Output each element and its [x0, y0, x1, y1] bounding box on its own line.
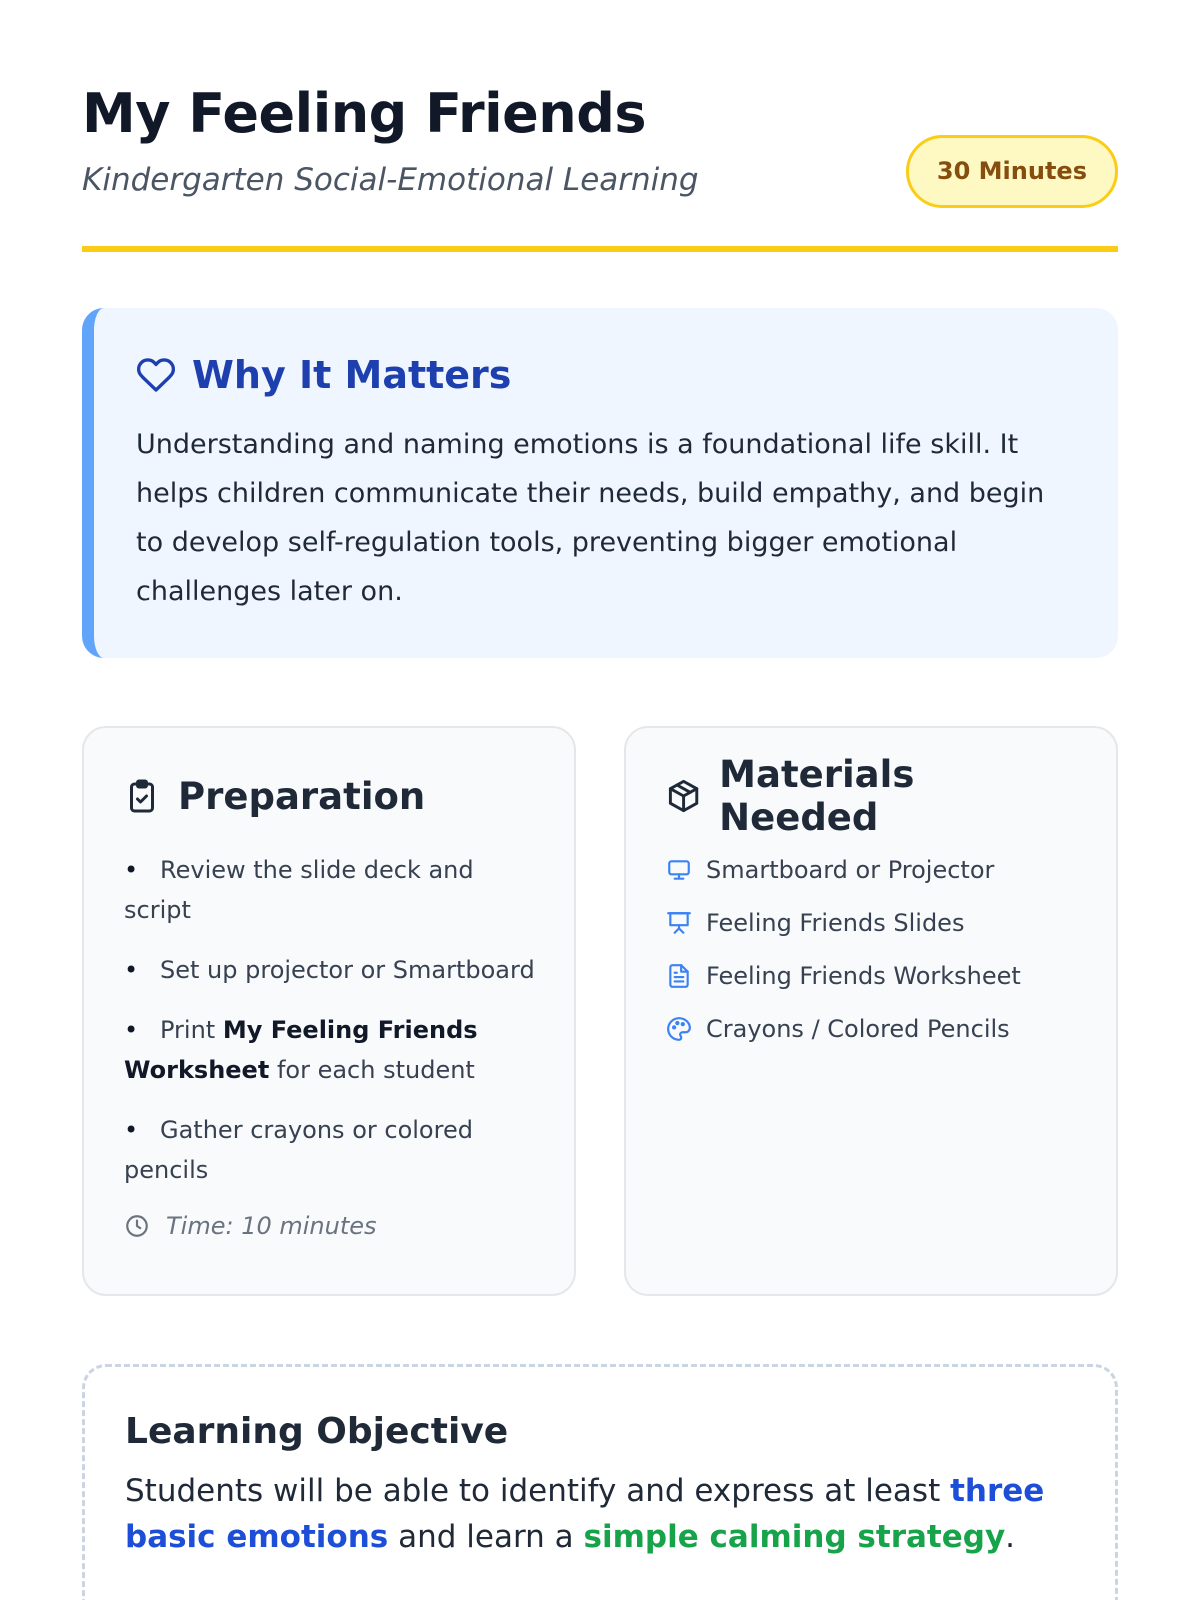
header-divider: [82, 246, 1118, 252]
list-item: [666, 850, 1078, 890]
prep-item-text: Print: [160, 1016, 223, 1044]
objective-title: Learning Objective: [125, 1411, 509, 1452]
prep-item-text: Review the slide deck and script: [124, 856, 474, 924]
prep-item-text: Set up projector or Smartboard: [160, 956, 535, 984]
learning-objective-section: [82, 1364, 1118, 1600]
clipboard-check-icon: [124, 778, 160, 814]
document-icon: [666, 963, 692, 989]
prep-item-text: Gather crayons or colored pencils: [124, 1116, 473, 1184]
page-subtitle: Kindergarten Social-Emotional Learning: [82, 162, 699, 198]
box-icon: [666, 778, 701, 814]
preparation-header: [124, 774, 536, 818]
list-item: [666, 903, 1078, 943]
list-item: [666, 956, 1078, 996]
material-label: Feeling Friends Slides: [706, 909, 965, 937]
preparation-title: Preparation: [178, 774, 426, 818]
heart-icon: [136, 355, 176, 395]
list-item: • Gather crayons or colored pencils: [124, 1116, 473, 1184]
list-item: • Set up projector or Smartboard: [124, 956, 535, 984]
materials-header: [666, 753, 1078, 839]
why-header: [136, 350, 1070, 400]
preparation-card: [82, 726, 576, 1296]
list-item: • Review the slide deck and script: [124, 856, 474, 924]
why-text: Understanding and naming emotions is a foundational life skill. It helps children communicate their needs, build empathy, and begin to develop self-regulation tools, preventing bigger emotional challenges later on.: [136, 429, 1045, 607]
preparation-list: [124, 850, 536, 1190]
monitor-icon: [666, 857, 692, 883]
worksheet-name: My Feeling Friends Worksheet: [124, 1016, 478, 1084]
preparation-time: [124, 1212, 536, 1240]
material-label: Feeling Friends Worksheet: [706, 962, 1021, 990]
materials-card: [624, 726, 1118, 1296]
clock-icon: [124, 1213, 150, 1239]
palette-icon: [666, 1016, 692, 1042]
why-title: Why It Matters: [192, 353, 512, 397]
duration-badge: 30 Minutes: [906, 135, 1118, 208]
list-item: • Print My Feeling Friends Worksheet for each student: [124, 1016, 478, 1084]
cards-row: [82, 726, 1118, 1296]
why-it-matters-section: [82, 308, 1118, 658]
page-title: My Feeling Friends: [82, 82, 647, 145]
prep-item-text: for each student: [269, 1056, 475, 1084]
objective-text: Students will be able to identify and express at least three basic emotions and learn a simple calming strategy.: [125, 1473, 1045, 1555]
header: [82, 0, 1118, 252]
materials-title: Materials Needed: [719, 753, 915, 839]
presentation-icon: [666, 910, 692, 936]
material-label: Smartboard or Projector: [706, 856, 995, 884]
materials-list: [666, 850, 1078, 1049]
list-item: [666, 1009, 1078, 1049]
objective-highlight-strategy: simple calming strategy: [583, 1519, 1006, 1555]
preparation-time-text: Time: 10 minutes: [166, 1212, 377, 1240]
material-label: Crayons / Colored Pencils: [706, 1015, 1010, 1043]
objective-highlight-emotions: three basic emotions: [125, 1473, 1045, 1555]
